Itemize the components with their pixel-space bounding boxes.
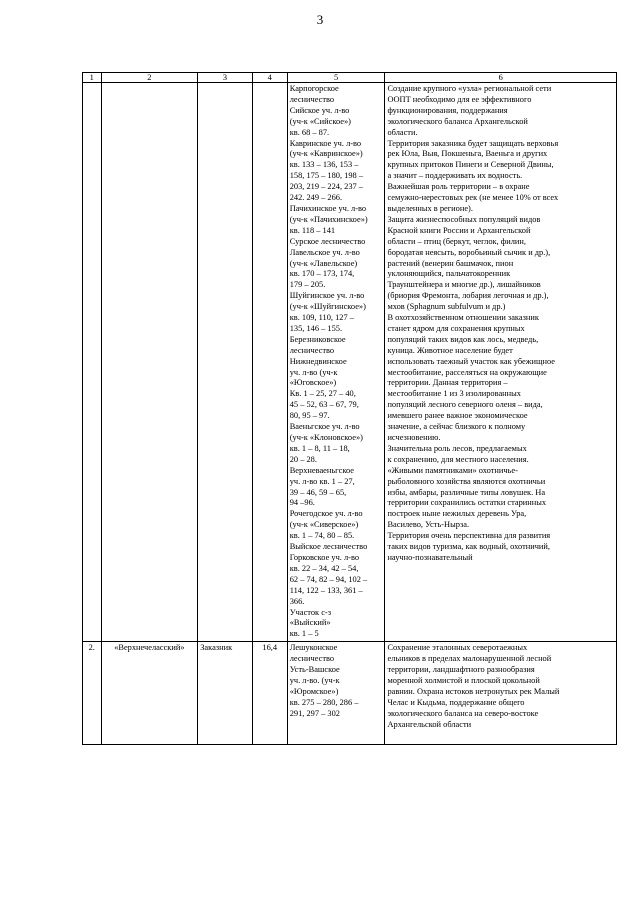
table-row	[83, 83, 617, 642]
location-line: Участок с-з	[289, 607, 332, 617]
location-line: 114, 122 – 133, 361 –	[289, 585, 363, 595]
row2-name-cell: «Верхнечеласский»	[101, 642, 198, 745]
location-line: 45 – 52, 63 – 67, 79,	[289, 400, 359, 410]
row2-justification-cell	[385, 642, 617, 745]
justification-paragraph: «Живыми памятниками» охотничье- рыболовного хозяйства являются охотничьи избы, амбары, различные типы ловушек. На территории сохранились остатки старинных построек ныне нежилых деревень Ура, Василево, Усть-Нырза.	[387, 465, 547, 530]
location-line: 39 – 46, 59 – 65,	[289, 487, 347, 497]
location-line: Лавельское уч. л-во	[289, 247, 360, 257]
location-line: Рочегодское уч. л-во	[289, 509, 363, 519]
justification-paragraph: Защита жизнеспособных популяций видов Красной книги России и Архангельской области – птиц (беркут, чеглок, филин, бородатая неясыть, воробьиный сычик и др.), растений (венерин башмачок, пион уклоняющийся, пальчатокоренник Траунштейнера и многие др.), лишайников (бриория Фремонта, лобария легочная и др.), мхов (Sphagnum subfulvum и др.)	[387, 214, 551, 312]
row1-area-cell	[252, 83, 287, 642]
location-line: Березниковское	[289, 334, 346, 344]
location-line: Пачихинское уч. л-во	[289, 203, 367, 213]
row2-area-cell: 16,4	[252, 642, 287, 745]
location-line: лесничество	[289, 94, 335, 104]
location-line: 94 –96.	[289, 498, 315, 508]
location-line: кв. 1 – 74, 80 – 85.	[289, 531, 355, 541]
justification-paragraph: Значительна роль лесов, предлагаемых к сохранению, для местного населения.	[387, 443, 529, 464]
justification-paragraph: В охотхозяйственном отношении заказник станет ядром для сохранения крупных популяций таких видов как лось, медведь, куница. Животное население будет использовать таежный участок как убежищное местообитание, расселяться на окружающие территории. Данная территория – местообитание 1 из 3 изолированных популяций лесного северного оленя – вида, имевшего ранее важное экономическое значение, а сейчас близкого к полному исчезновению.	[387, 313, 555, 442]
location-line: кв. 275 – 280, 286 –	[289, 697, 359, 707]
location-line: «Выйский»	[289, 618, 331, 628]
location-line: (уч-к «Сиверское»)	[289, 520, 359, 530]
table-header-row	[83, 73, 617, 83]
row1-category-cell	[198, 83, 253, 642]
row2-num-cell: 2.	[83, 642, 102, 745]
location-line: 291, 297 – 302	[289, 708, 340, 718]
reserves-table	[82, 72, 617, 745]
location-line: Кв. 1 – 25, 27 – 40,	[289, 389, 356, 399]
location-line: уч. л-во (уч-к	[289, 367, 338, 377]
header-cell-1: 1	[83, 73, 102, 83]
location-line: (уч-к «Клоновское»)	[289, 433, 363, 442]
location-line: (уч-к «Сийское»)	[289, 116, 351, 126]
location-line: кв. 133 – 136, 153 –	[289, 160, 359, 170]
location-line: кв. 1 – 5	[289, 629, 319, 639]
row2-category-cell: Заказник	[198, 642, 253, 745]
location-line: Сурское лесничество	[289, 236, 366, 246]
row1-justification-cell	[385, 83, 617, 642]
location-line: лесничество	[289, 654, 335, 664]
location-line: Лешуконское	[289, 643, 338, 653]
row1-num-cell	[83, 83, 102, 642]
justification-paragraph: Территория очень перспективна для развития таких видов туризма, как водный, охотничий, научно-познавательный	[387, 531, 551, 562]
location-line: 20 – 28.	[289, 454, 317, 464]
location-line: 135, 146 – 155.	[289, 323, 343, 333]
location-line: «Юромское»)	[289, 686, 339, 696]
justification-paragraph: Создание крупного «узла» региональной сети ООПТ необходимо для ее эффективного функционирования, поддержания экологического баланса Архангельской области.	[387, 84, 552, 137]
location-line: кв. 22 – 34, 42 – 54,	[289, 563, 359, 573]
row2-location-cell	[287, 642, 385, 745]
location-line: Шуйгинское уч. л-во	[289, 291, 365, 301]
location-line: уч. л-во кв. 1 – 27,	[289, 476, 355, 486]
page-number: 3	[316, 12, 324, 27]
location-line: кв. 109, 110, 127 –	[289, 313, 354, 323]
location-line: Горковское уч. л-во	[289, 552, 360, 562]
location-line: 366.	[289, 596, 305, 606]
location-line: кв. 68 – 87.	[289, 127, 330, 137]
location-line: Верхневаеньгское	[289, 465, 354, 475]
justification-paragraph: Важнейшая роль территории – в охране семужно-нерестовых рек (не менее 10% от всех выделенных в регионе).	[387, 182, 559, 213]
header-cell-6: 6	[385, 73, 617, 83]
location-line: (уч-к «Пачихинское»)	[289, 214, 368, 224]
location-line: Сийское уч. л-во	[289, 105, 350, 115]
location-line: Нижнедвинское	[289, 356, 347, 366]
justification-paragraph: Сохранение эталонных северотаежных ельников в пределах малонарушенной лесной территории, ландшафтного разнообразия моренной холмистой и плоской цокольной равнин. Охрана истоков нетронутых рек Малый Челас и Кыдьма, поддержание общего экологического баланса на северо-востоке Архангельской области	[387, 643, 560, 729]
location-line: лесничество	[289, 345, 335, 355]
row1-location-cell	[287, 83, 385, 642]
location-line: кв. 1 – 8, 11 – 18,	[289, 443, 350, 453]
location-line: (уч-к «Кавринское»)	[289, 149, 363, 159]
location-line: 62 – 74, 82 – 94, 102 –	[289, 574, 368, 584]
table-row	[83, 642, 617, 745]
justification-paragraph: Территория заказника будет защищать верховья рек Юла, Выя, Покшеньга, Ваеньга и других крупных притоков Пинеги и Северной Двины, а значит – поддерживать их водность.	[387, 138, 559, 181]
location-line: Карпогорское	[289, 84, 339, 93]
location-line: 203, 219 – 224, 237 –	[289, 182, 363, 192]
location-line: 158, 175 – 180, 198 –	[289, 171, 363, 181]
location-line: «Юговское»)	[289, 378, 337, 388]
location-line: 80, 95 – 97.	[289, 411, 330, 421]
header-cell-2: 2	[101, 73, 198, 83]
location-line: кв. 170 – 173, 174,	[289, 269, 355, 279]
location-line: (уч-к «Лавельское)	[289, 258, 358, 268]
row1-name-cell	[101, 83, 198, 642]
location-line: (уч-к «Шуйгинское»)	[289, 302, 366, 312]
header-cell-5: 5	[287, 73, 385, 83]
location-line: 179 – 205.	[289, 280, 326, 290]
location-line: Ваеньгское уч. л-во	[289, 422, 360, 432]
header-cell-4: 4	[252, 73, 287, 83]
location-line: Усть-Вашское	[289, 665, 340, 675]
header-cell-3: 3	[198, 73, 253, 83]
location-line: Выйское лесничество	[289, 542, 368, 552]
location-line: уч. л-во. (уч-к	[289, 675, 340, 685]
location-line: Кавринское уч. л-во	[289, 138, 362, 148]
location-line: 242. 249 – 266.	[289, 193, 343, 203]
location-line: кв. 118 – 141	[289, 225, 336, 235]
